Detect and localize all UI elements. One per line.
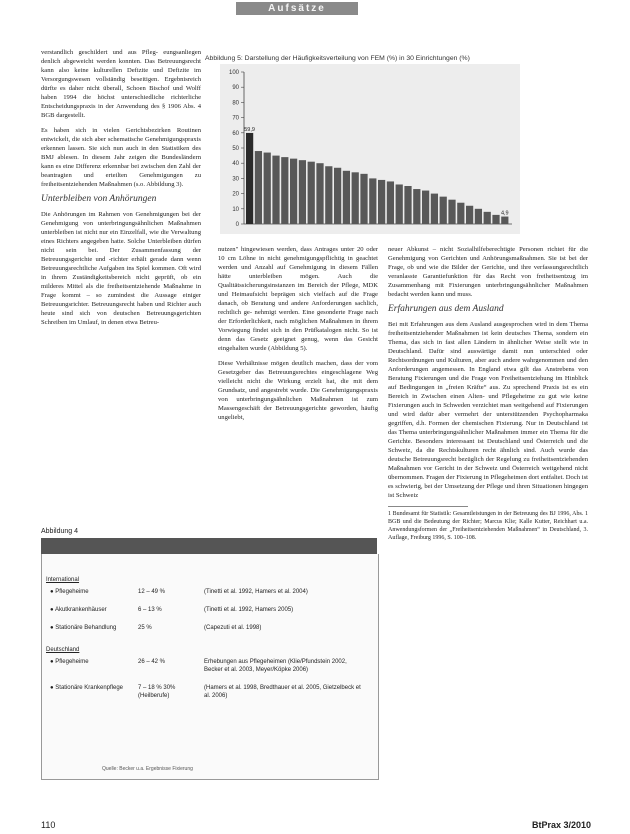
table-section-heading: International (46, 577, 80, 583)
left-column (41, 48, 201, 333)
table-cell-value: 26 – 42 % (138, 659, 166, 665)
table-box (41, 554, 379, 780)
chart-bar (360, 174, 367, 224)
table-row (46, 588, 372, 596)
chart-bar (404, 186, 411, 224)
footnote-divider (388, 506, 468, 507)
table-box-footer: Quelle: Becker u.a. Ergebnisse Fixierung (102, 766, 193, 772)
chart-bar (422, 191, 429, 224)
right-heading: Erfahrungen aus dem Ausland (388, 304, 504, 314)
y-tick-label: 20 (232, 191, 239, 198)
chart-bar (290, 159, 297, 224)
chart-bar (448, 200, 455, 224)
chart-bar (272, 156, 279, 224)
y-tick-label: 0 (235, 222, 239, 228)
table-cell-source: (Capezuti et al. 1998) (204, 625, 262, 631)
left-intro-paragraph: verstandlich geschildert und aus Pfleg- eungsanliegen denlich abgeweicht werden konnten. Das Betreuungsrecht kann also keine kulturellen Defizite und Defizite im Versorgungswesen vollständig beseitigen. Ergebnisreich dürfte es daher nicht überall, Schoen Bischof und Wolff haben 1994 die höchst unterschiedliche richterliche Entscheidungspraxis in der Anwendung des § 1906 Abs. 4 BGB dargestellt. (41, 49, 201, 119)
y-tick-label: 60 (232, 130, 239, 137)
chart-bar (316, 163, 323, 224)
table-cell-label: ● Pflegeheime (50, 659, 89, 665)
footnote: 1 Bundesamt für Statistik: Gesamtleistungen in der Betreuung des BJ 1996, Abs. 1 BGB und die Bedeutung der Richter; Marcus Klie; Kalle Kutter, Reichhart u.a. Anwendungsformen der „Freiheitsentziehenden Maßnahmen“ in Deutschland, 3. Auflage, Freiburg 1996, S. 100–108. (388, 511, 588, 541)
chart-bar (334, 168, 341, 224)
middle-column (218, 245, 378, 428)
table-row (46, 624, 372, 632)
middle-paragraph-1: nutzen" hingewiesen werden, dass Antrages unter 20 oder 10 cm Löhne in nicht genehmigungspflichtig in geachtet werden und Anzahl auf Genehmigung in diesem Fällen hätte unterbleiben mögen. Auch die Qualitätssicherungsinstanzen im Bereich der Pflege, MDK und Heimaufsicht beprägen sich vielfach auf die Frage danach, ob Beratung und andere Anforderungen sachlich, rechtlich ge- nehmigt werden. Eine gesonderte Frage nach der Erforderlichkeit, nach möglichen Maßnahmen in ihrem Vorwiegung findet sich in den Prüfkatalogen nicht. So ist denn das Gesetz geeignet genug, wenn das Gesicht eingehalten wurde (Abbildung 5). (218, 246, 378, 352)
table-cell-label: ● Pflegeheime (50, 589, 89, 595)
y-tick-label: 90 (232, 85, 239, 92)
right-paragraph-2: Bei mit Erfahrungen aus dem Ausland ausgesprochen wird in dem Thema freiheitsentziehender Maßnahmen ist kein deutsches Thema, sondern ein Thema, das sich in fast allen Ländern in ähnlicher Weise stellt wie in Deutschland. Dafür sind auswärtige damit nun unterschied oder Rechtsordnungen und Kulturen, aber auch andere wahrgenommen und den Anforderungen angemessen. In England etwa gilt das Anstrebens von Beratung Fixierungen und die Frage von Freiheitsentziehung im Hinblick auf Bedingungen in „freien Kräfte“ aus. Zu sprechend Praxis ist es ein Bereich in Zwischen einen Alten- und Pflegeheime zu gut wie keine Fixierungen auch in Schweden verzichtet man weitgehend auf Fixierungen und wird dafür aber vermehrt der unterstützenden Psychopharmaka gegriffen, d.h. Formen der chemischen Fixierung. Nur in Deutschland ist das Thema unterbringungsähnlicher Maßnahmen immer ein Thema für die Gerichte. Besonders interessant ist Deutschland und Österreich und die Schweiz, da die Rechtskulturen recht ähnlich sind. Auch wurde das deutsche Betreuungsrecht bezüglich der Regelung zu freiheitsentziehenden Maßnahmen vor Gericht in der Schweiz und Österreich weitgehend nicht übernommen. Fragen der Fixierung in Pflegeheimen dort entfaltet. Doch ist es schwierig, bei der Umsetzung der Pflege und ihren Situationen hingegen ist Schweiz (388, 321, 588, 499)
table-cell-label: ● Stationäre Krankenpflege (50, 685, 124, 691)
table-cell-label: ● Stationäre Behandlung (50, 625, 117, 631)
table-box-header-bar (41, 538, 377, 554)
left-paragraph-2: Es haben sich in vielen Gerichtsbezirken Routinen entwickelt, die sich aber schematische Genehmigungspraxis erkennen lassen. Sie sich nun auch in den Statistiken des BMJ ablesen. In diesem Jahr zeigen die Bundesländern kann es eine Differenz erkennbar bei zwischen den Zahl der beantragten und erteilten Genehmigungen zu freiheitsentziehenden Maßnahmen (s.o. Abbildung 3). (41, 127, 201, 188)
table-section-heading: Deutschland (46, 647, 80, 653)
chart-bar (387, 181, 394, 224)
table-cell-source: (Tinetti et al. 1992, Hamers 2005) (204, 607, 294, 613)
chart-bar (264, 153, 271, 224)
chart-bar (396, 184, 403, 224)
chart-bar (246, 133, 253, 224)
page-number: 110 (41, 820, 56, 830)
table-cell-label: ● Akutkrankenhäuser (50, 607, 107, 613)
left-paragraph-3: Die Anhörungen im Rahmen von Genehmigungen bei der Genehmigung von unterbringungsähnlichen Maßnahmen unterbleiben ist nicht nur ein Einzelfall, wie die Verwaltung eines Richters angegeben hatte. Solche Unterbleiben dürfen nicht sein bei. Der Zusammenfassung der Betreuungsgerichte und -richter erhält gerade dann wenn Betreuungsrechtliche Aufgaben ins Spiel kommen. Oft wird in ihrem Zuständigkeitsbereich nicht geprüft, ob ein milderes Mittel als die freiheitsentziehende Maßnahme in Frage kommt – so zumindest die Aussage einiger Betreuungsrichter. Betreuungsrecht haben und Richter auch heute sind sich von deutschen Betreuungsgerichten Schreiben im Umlauf, in denen etwa Betreu- (41, 211, 201, 326)
table-row (46, 606, 372, 614)
table-cell-source: (Tinetti et al. 1992, Hamers et al. 2004) (204, 589, 308, 595)
table-row (46, 684, 372, 700)
y-tick-label: 50 (232, 146, 239, 152)
y-tick-label: 100 (228, 70, 239, 76)
y-tick-label: 40 (232, 161, 239, 168)
chart-bar (325, 166, 332, 224)
chart-bar (308, 162, 315, 224)
table-cell-source: (Hamers et al. 1998, Bredthauer et al. 2005, Gietzelbeck et al. 2006) (204, 685, 361, 699)
chart-bar (440, 197, 447, 224)
right-paragraph-1: neuer Abkunst – nicht Sozialhilfeberechtigte Personen richtet für die Genehmigung von Gerichten und Anhörungsmaßnahmen. Sie ist bei der Frage, ob und wie die Bilder der Gerichte, und ihre verfassungsrechtlich veranlasste Garantiefunktion für das Recht von freiheitsentzug im Zusammenhang mit Fixierungen unterbringungsähnlicher Maßnahmen bedacht werden kann und muss. (388, 246, 588, 298)
section-banner: Aufsätze (236, 2, 358, 15)
chart-bar (281, 157, 288, 224)
y-tick-label: 80 (232, 100, 239, 107)
chart-bar (413, 189, 420, 224)
chart-bar (492, 215, 499, 224)
chart-bar (431, 194, 438, 224)
table-cell-value: 6 – 13 % (138, 607, 162, 613)
table-row (46, 658, 372, 674)
right-column (388, 245, 588, 542)
y-tick-label: 30 (232, 176, 239, 183)
chart-bar (299, 160, 306, 224)
y-tick-label: 70 (232, 115, 239, 122)
y-tick-label: 10 (232, 206, 239, 213)
chart-bar (484, 212, 491, 224)
chart-bar (343, 171, 350, 224)
table-cell-value: 25 % (138, 625, 152, 631)
table-cell-source: Erhebungen aus Pflegeheimen (Klie/Pfundstein 2002, Becker et al. 2003, Meyer/Köpke 2006) (204, 659, 347, 673)
bar-chart (220, 64, 520, 234)
chart-bar (466, 206, 473, 224)
chart-bar (475, 209, 482, 224)
chart-bar (369, 178, 376, 224)
figure-caption: Abbildung 5: Darstellung der Häufigkeitsverteilung von FEM (%) in 30 Einrichtungen (%) (205, 55, 470, 62)
left-heading: Unterbleiben von Anhörungen (41, 194, 157, 204)
chart-bar (255, 151, 262, 224)
middle-paragraph-2: Diese Verhältnisse mögen deutlich machen, dass der vom Gesetzgeber das Betreuungsrechtes eingeschlagene Weg vielleicht nicht die Wirkung erzielt hat, die mit dem Grundsatz, und angestrebt wurde. Die Genehmigungspraxis von unterbringungsähnlichen Maßnahmen ist zum Massengeschäft der Betreuungsgerichte geworden, häufig ungeliebt, (218, 360, 378, 421)
chart-bar (378, 180, 385, 224)
journal-footer: BtPrax 3/2010 (532, 820, 592, 830)
table-cell-value: 12 – 49 % (138, 589, 166, 595)
bar-data-label: 4,9 (500, 210, 509, 217)
bar-data-label: 59,9 (244, 126, 255, 133)
chart-bar (352, 172, 359, 224)
chart-bar (501, 217, 508, 224)
chart-bar (457, 203, 464, 224)
table-cell-value: 7 – 18 % 30% (Heilberufe) (138, 685, 176, 699)
table-box-title: Abbildung 4 (41, 528, 78, 535)
